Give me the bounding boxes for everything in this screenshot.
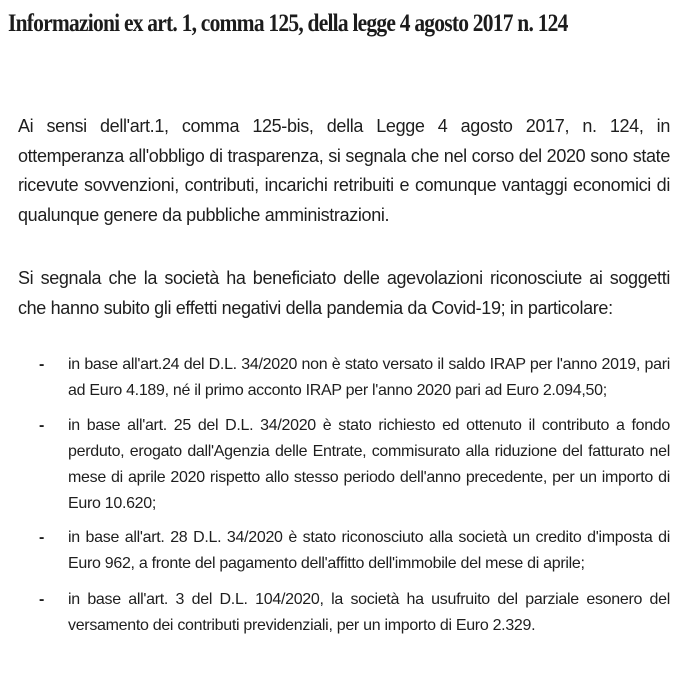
list-item-text: in base all'art. 3 del D.L. 104/2020, la società ha usufruito del parziale esonero del versamento dei contributi previdenziali, per un importo di Euro 2.329. (68, 591, 670, 634)
list-item-text: in base all'art. 25 del D.L. 34/2020 è stato richiesto ed ottenuto il contributo a fondo perduto, erogato dall'Agenzia delle Entrate, commisurato alla riduzione del fatturato nel mese di aprile 2020 rispetto allo stesso periodo dell'anno precedente, per un importo di Euro 10.620; (68, 417, 670, 512)
list-item (0, 587, 696, 639)
paragraph-transparency: Ai sensi dell'art.1, comma 125-bis, della Legge 4 agosto 2017, n. 124, in ottemperanza all'obbligo di trasparenza, si segnala che nel corso del 2020 sono state ricevute sovvenzioni, contributi, incarichi retribuiti e comunque vantaggi economici di qualunque genere da pubbliche amministrazioni. (18, 116, 670, 225)
list-item (0, 525, 696, 577)
paragraph-covid-benefits: Si segnala che la società ha beneficiato delle agevolazioni riconosciute ai soggetti che hanno subito gli effetti negativi della pandemia da Covid-19; in particolare: (18, 268, 670, 318)
benefits-list (0, 352, 696, 648)
bullet-dash: - (39, 529, 45, 546)
bullet-dash: - (39, 417, 45, 434)
list-item-text: in base all'art.24 del D.L. 34/2020 non è stato versato il saldo IRAP per l'anno 2019, pari ad Euro 4.189, né il primo acconto IRAP per l'anno 2020 pari ad Euro 2.094,50; (68, 356, 670, 399)
list-item-text: in base all'art. 28 D.L. 34/2020 è stato riconosciuto alla società un credito d'imposta di Euro 962, a fronte del pagamento dell'affitto dell'immobile del mese di aprile; (68, 529, 670, 572)
bullet-dash: - (39, 591, 45, 608)
document-title: Informazioni ex art. 1, comma 125, della legge 4 agosto 2017 n. 124 (8, 10, 568, 37)
bullet-dash: - (39, 356, 45, 373)
list-item (0, 352, 696, 404)
list-item (0, 413, 696, 517)
